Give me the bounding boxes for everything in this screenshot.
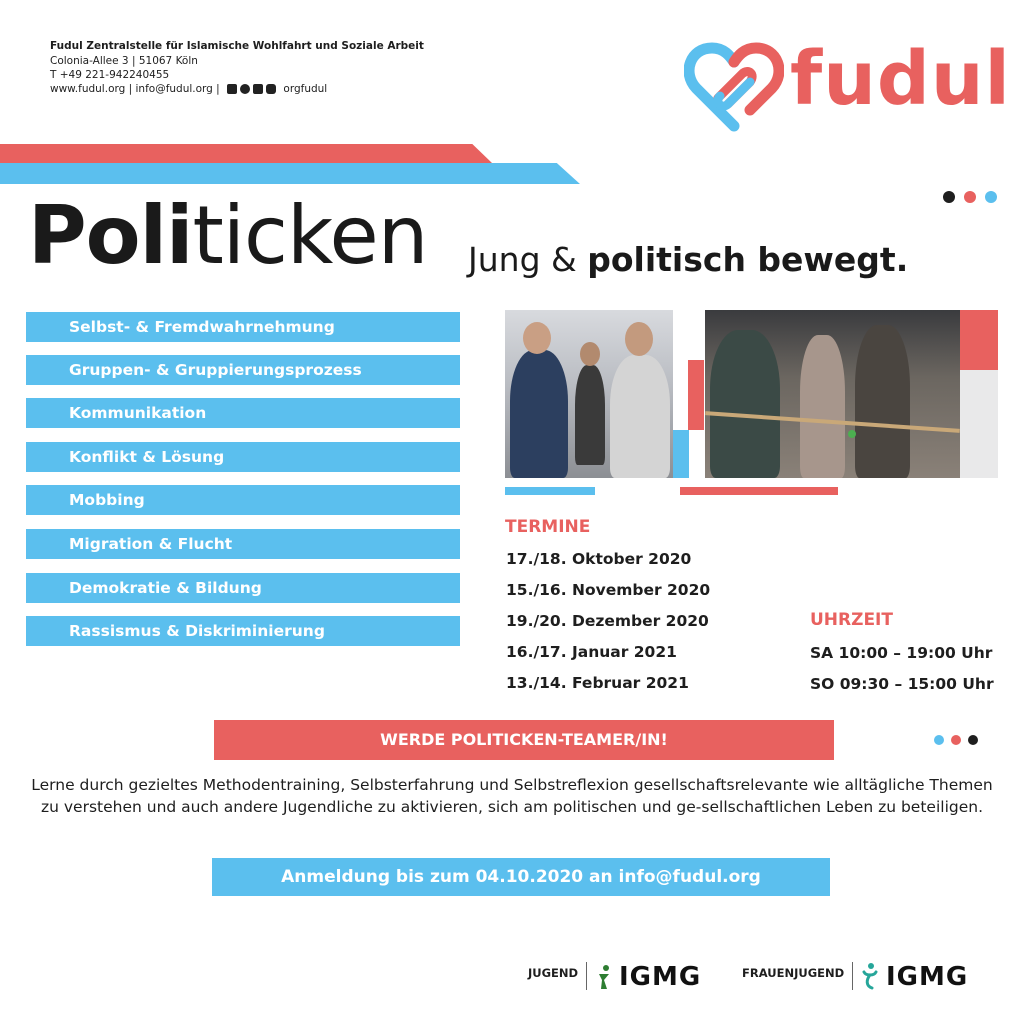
igmg-logo-jugend: IGMG — [619, 962, 702, 992]
red-underline — [680, 487, 838, 495]
termine-label: TERMINE — [505, 517, 591, 537]
blue-accent-block — [673, 430, 689, 478]
instagram-icon[interactable] — [266, 84, 276, 94]
grey-side-block — [960, 370, 998, 478]
org-name: Fudul Zentralstelle für Islamische Wohlfahrt und Soziale Arbeit — [50, 40, 424, 52]
igmg-logo-frauenjugend: IGMG — [886, 962, 969, 992]
page-title — [28, 189, 428, 282]
jugend-label: JUGEND — [528, 966, 579, 980]
topic-item: Selbst- & Fremdwahrnehmung — [26, 312, 460, 342]
topic-item: Demokratie & Bildung — [26, 573, 460, 603]
uhrzeit-label: UHRZEIT — [810, 610, 893, 630]
footer-divider — [586, 962, 587, 990]
social-icons — [227, 84, 276, 94]
date-item: 16./17. Januar 2021 — [506, 643, 677, 661]
dot-blue — [934, 735, 944, 745]
dot-red — [964, 191, 976, 203]
blue-stripe — [0, 163, 580, 184]
twitter-icon[interactable] — [240, 84, 250, 94]
time-item: SO 09:30 – 15:00 Uhr — [810, 675, 994, 693]
title-light: ticken — [192, 189, 428, 282]
topic-item: Mobbing — [26, 485, 460, 515]
igmg-figure-icon — [595, 964, 613, 990]
topic-item: Rassismus & Diskriminierung — [26, 616, 460, 646]
frauenjugend-label: FRAUENJUGEND — [742, 966, 845, 980]
subtitle-light: Jung & — [468, 240, 588, 279]
dot-red — [951, 735, 961, 745]
workshop-photo-2 — [705, 310, 960, 478]
igmg-figure-icon — [860, 962, 880, 990]
footer-divider — [852, 962, 853, 990]
date-item: 17./18. Oktober 2020 — [506, 550, 692, 568]
org-phone: T +49 221-942240455 — [50, 69, 170, 81]
youtube-icon[interactable] — [253, 84, 263, 94]
date-item: 19./20. Dezember 2020 — [506, 612, 709, 630]
red-side-block — [960, 310, 998, 370]
org-web-email[interactable]: www.fudul.org | info@fudul.org | — [50, 83, 220, 95]
subtitle-bold: politisch bewegt. — [587, 240, 909, 279]
dot-blue — [985, 191, 997, 203]
red-stripe — [0, 144, 492, 163]
dot-dark — [943, 191, 955, 203]
date-item: 13./14. Februar 2021 — [506, 674, 689, 692]
time-item: SA 10:00 – 19:00 Uhr — [810, 644, 993, 662]
topic-item: Migration & Flucht — [26, 529, 460, 559]
title-bold: Poli — [28, 189, 193, 282]
fudul-logo-text: fudul — [790, 36, 1011, 122]
teamer-cta-banner: WERDE POLITICKEN-TEAMER/IN! — [214, 720, 834, 760]
org-address: Colonia-Allee 3 | 51067 Köln — [50, 55, 198, 67]
registration-banner[interactable]: Anmeldung bis zum 04.10.2020 an info@fudul.org — [212, 858, 830, 896]
social-handle: orgfudul — [283, 83, 328, 95]
topic-item: Konflikt & Lösung — [26, 442, 460, 472]
org-contact-line — [50, 83, 327, 95]
workshop-photo-1 — [505, 310, 673, 478]
topic-item: Kommunikation — [26, 398, 460, 428]
topic-item: Gruppen- & Gruppierungsprozess — [26, 355, 460, 385]
subtitle — [468, 240, 908, 279]
facebook-icon[interactable] — [227, 84, 237, 94]
description-text: Lerne durch gezieltes Methodentraining, Selbsterfahrung und Selbstreflexion gesellschaftsrelevante wie alltägliche Themen zu verstehen und auch andere Jugendliche zu aktivieren, sich am politischen und ge-sellschaftlichen Leben zu beteiligen. — [31, 776, 993, 816]
heart-knot-icon — [684, 40, 784, 132]
blue-underline — [505, 487, 595, 495]
red-accent-block — [688, 360, 704, 430]
dot-dark — [968, 735, 978, 745]
date-item: 15./16. November 2020 — [506, 581, 711, 599]
